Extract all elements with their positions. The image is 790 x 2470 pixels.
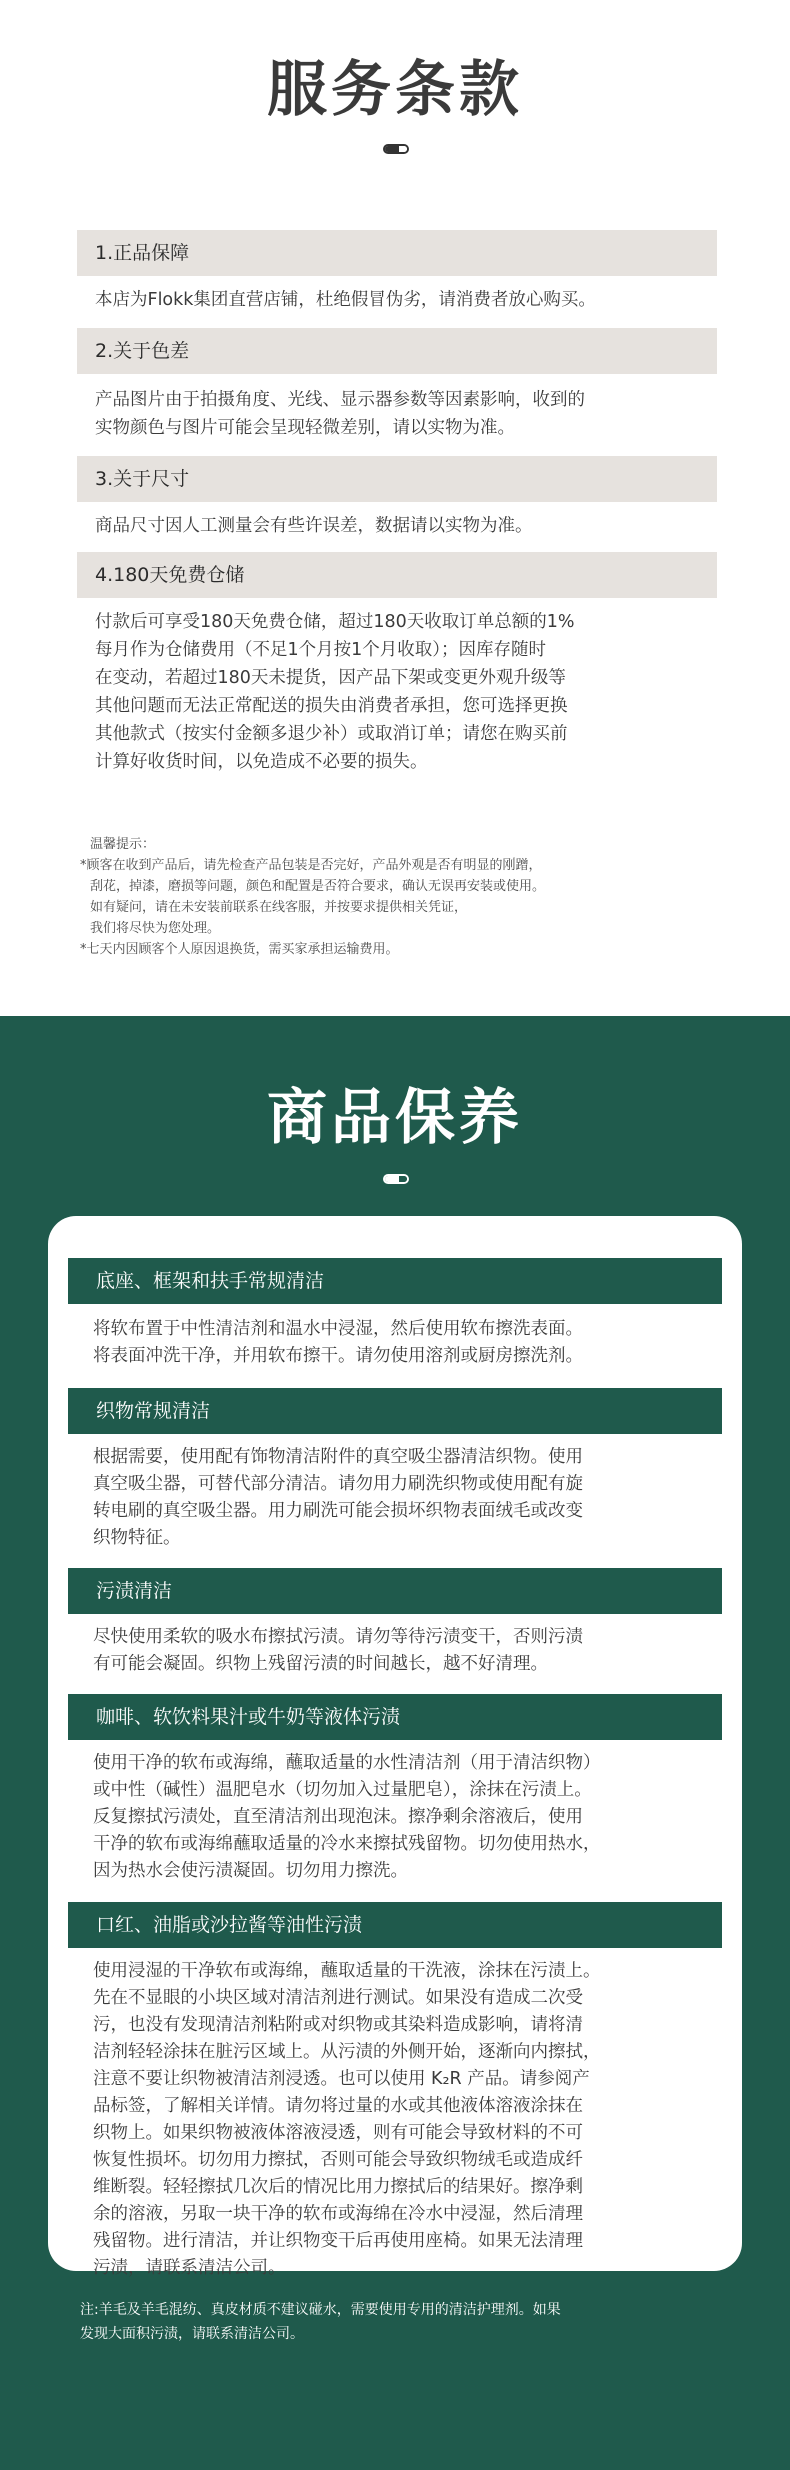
note-line: 发现大面积污渍，请联系清洁公司。 [80,2326,304,2342]
warm-tips [80,834,730,960]
tips-line: *七天内因顾客个人原因退换货，需买家承担运输费用。 [80,942,399,957]
text-line: 残留物。进行清洁，并让织物变干后再使用座椅。如果无法清理 [93,2231,583,2251]
care-text-liquid [93,1750,718,1885]
care-text-stain [93,1624,718,1678]
text-line: 反复擦拭污渍处，直至清洁剂出现泡沫。擦净剩余溶液后，使用 [93,1807,583,1827]
care-section [0,1016,790,2470]
terms-text-authentic [95,286,715,314]
text-line: 转电刷的真空吸尘器。用力刷洗可能会损坏织物表面绒毛或改变 [93,1501,583,1521]
tips-line: *顾客在收到产品后，请先检查产品包装是否完好，产品外观是否有明显的刚蹭， [80,858,542,873]
terms-text-size [95,512,715,540]
terms-text-storage [95,608,715,776]
text-line: 每月作为仓储费用（不足1个月按1个月收取）；因库存随时 [95,640,547,660]
care-title: 商品保养 [267,1083,523,1153]
care-text-fabric [93,1444,718,1552]
text-line: 产品图片由于拍摄角度、光线、显示器参数等因素影响，收到的 [95,390,585,410]
text-line: 根据需要，使用配有饰物清洁附件的真空吸尘器清洁织物。使用 [93,1447,583,1467]
toggle-decoration-icon [383,1174,409,1184]
text-line: 洁剂轻轻涂抹在脏污区域上。从污渍的外侧开始，逐渐向内擦拭， [93,2042,601,2062]
text-line: 或中性（碱性）温肥皂水（切勿加入过量肥皂），涂抹在污渍上。 [93,1780,592,1800]
text-line: 实物颜色与图片可能会呈现轻微差别，请以实物为准。 [95,418,515,438]
text-line: 有可能会凝固。织物上残留污渍的时间越长，越不好清理。 [93,1654,548,1674]
text-line: 使用浸湿的干净软布或海绵，蘸取适量的干洗液，涂抹在污渍上。 [93,1961,601,1981]
text-line: 将软布置于中性清洁剂和温水中浸湿，然后使用软布擦洗表面。 [93,1319,583,1339]
terms-section [0,0,790,1016]
text-line: 织物特征。 [93,1528,181,1548]
care-heading-frame: 底座、框架和扶手常规清洁 [68,1258,722,1304]
tips-line: 如有疑问，请在未安装前联系在线客服，并按要求提供相关凭证， [90,900,468,915]
note-line: 注:羊毛及羊毛混纺、真皮材质不建议碰水，需要使用专用的清洁护理剂。如果 [80,2302,561,2318]
care-heading-liquid: 咖啡、软饮料果汁或牛奶等液体污渍 [68,1694,722,1740]
care-card [48,1216,742,2278]
terms-heading-color: 2.关于色差 [77,328,717,374]
terms-title: 服务条款 [267,55,523,125]
text-line: 余的溶液，另取一块干净的软布或海绵在冷水中浸湿，然后清理 [93,2204,583,2224]
text-line: 污，也没有发现清洁剂粘附或对织物或其染料造成影响，请将清 [93,2015,583,2035]
text-line: 因为热水会使污渍凝固。切勿用力擦洗。 [93,1861,408,1881]
care-note [80,2298,730,2346]
text-line: 织物上。如果织物被液体溶液浸透，则有可能会导致材料的不可 [93,2123,583,2143]
text-line: 注意不要让织物被清洁剂浸透。也可以使用 K₂R 产品。请参阅产 [93,2069,590,2089]
text-line: 计算好收货时间，以免造成不必要的损失。 [95,752,428,772]
text-line: 恢复性损坏。切勿用力擦拭，否则可能会导致织物绒毛或造成纤 [93,2150,583,2170]
text-line: 其他款式（按实付金额多退少补）或取消订单；请您在购买前 [95,724,568,744]
toggle-decoration-icon [383,144,409,154]
text-line: 付款后可享受180天免费仓储，超过180天收取订单总额的1% [95,612,575,632]
tips-label: 温馨提示： [90,837,156,852]
care-heading-oil: 口红、油脂或沙拉酱等油性污渍 [68,1902,722,1948]
terms-heading-authentic: 1.正品保障 [77,230,717,276]
care-text-oil [93,1958,718,2282]
care-text-frame [93,1316,718,1370]
text-line: 干净的软布或海绵蘸取适量的冷水来擦拭残留物。切勿使用热水， [93,1834,601,1854]
text-line: 商品尺寸因人工测量会有些许误差，数据请以实物为准。 [95,516,533,536]
text-line: 将表面冲洗干净，并用软布擦干。请勿使用溶剂或厨房擦洗剂。 [93,1346,583,1366]
text-line: 其他问题而无法正常配送的损失由消费者承担，您可选择更换 [95,696,568,716]
terms-heading-storage: 4.180天免费仓储 [77,552,717,598]
text-line: 尽快使用柔软的吸水布擦拭污渍。请勿等待污渍变干，否则污渍 [93,1627,583,1647]
terms-text-color [95,386,715,442]
text-line: 维断裂。轻轻擦拭几次后的情况比用力擦拭后的结果好。擦净剩 [93,2177,583,2197]
text-line: 本店为Flokk集团直营店铺，杜绝假冒伪劣，请消费者放心购买。 [95,290,596,310]
terms-heading-size: 3.关于尺寸 [77,456,717,502]
text-line: 使用干净的软布或海绵，蘸取适量的水性清洁剂（用于清洁织物） [93,1753,601,1773]
text-line: 先在不显眼的小块区域对清洁剂进行测试。如果没有造成二次受 [93,1988,583,2008]
tips-line: 我们将尽快为您处理。 [90,921,221,936]
text-line: 品标签，了解相关详情。请勿将过量的水或其他液体溶液涂抹在 [93,2096,583,2116]
text-line: 真空吸尘器，可替代部分清洁。请勿用力刷洗织物或使用配有旋 [93,1474,583,1494]
text-line: 污渍，请联系清洁公司。 [93,2258,286,2278]
care-heading-stain: 污渍清洁 [68,1568,722,1614]
text-line: 在变动，若超过180天未提货，因产品下架或变更外观升级等 [95,668,566,688]
care-heading-fabric: 织物常规清洁 [68,1388,722,1434]
tips-line: 刮花，掉漆，磨损等问题，颜色和配置是否符合要求，确认无误再安装或使用。 [90,879,546,894]
